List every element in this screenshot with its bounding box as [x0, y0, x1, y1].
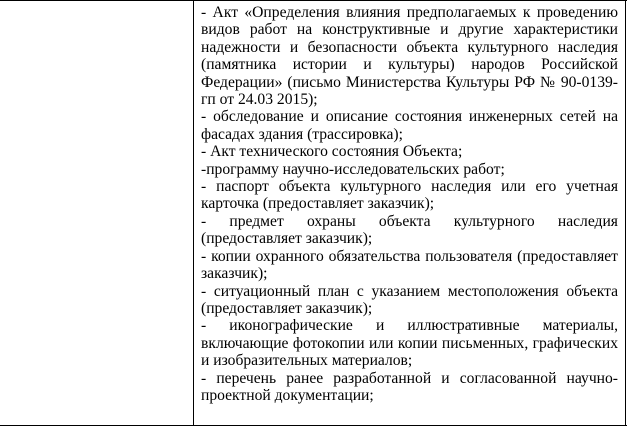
- list-item: - Акт «Определения влияния предполагаемых к проведению видов работ на конструктивные и другие характеристики надежности и безопасности объекта культурного наследия (памятника истории и культуры) народов Российской Федерации» (письмо Министерства Культуры РФ № 90-0139-гп от 24.03 2015);: [201, 4, 618, 109]
- column-divider: [193, 1, 194, 425]
- list-item: - Акт технического состояния Объекта;: [201, 143, 463, 161]
- table-cell-requirements: [201, 4, 618, 404]
- list-item: -программу научно-исследовательских работ;: [201, 160, 505, 178]
- list-item: - паспорт объекта культурного наследия или его учетная карточка (предоставляет заказчик);: [201, 178, 618, 213]
- table-right-border: [625, 1, 626, 425]
- list-item: - ситуационный план с указанием местоположения объекта (предоставляет заказчик);: [201, 282, 618, 317]
- list-item: - перечень ранее разработанной и согласованной научно-проектной документации;: [201, 369, 618, 404]
- list-item: - копии охранного обязательства пользователя (предоставляет заказчик);: [201, 247, 618, 283]
- list-item: - предмет охраны объекта культурного наследия (предоставляет заказчик);: [201, 212, 618, 248]
- list-item: - обследование и описание состояния инженерных сетей на фасадах здания (трассировка);: [201, 108, 618, 143]
- list-item: - иконографические и иллюстративные материалы, включающие фотокопии или копии письменных, графических и изобразительных материалов;: [201, 317, 618, 370]
